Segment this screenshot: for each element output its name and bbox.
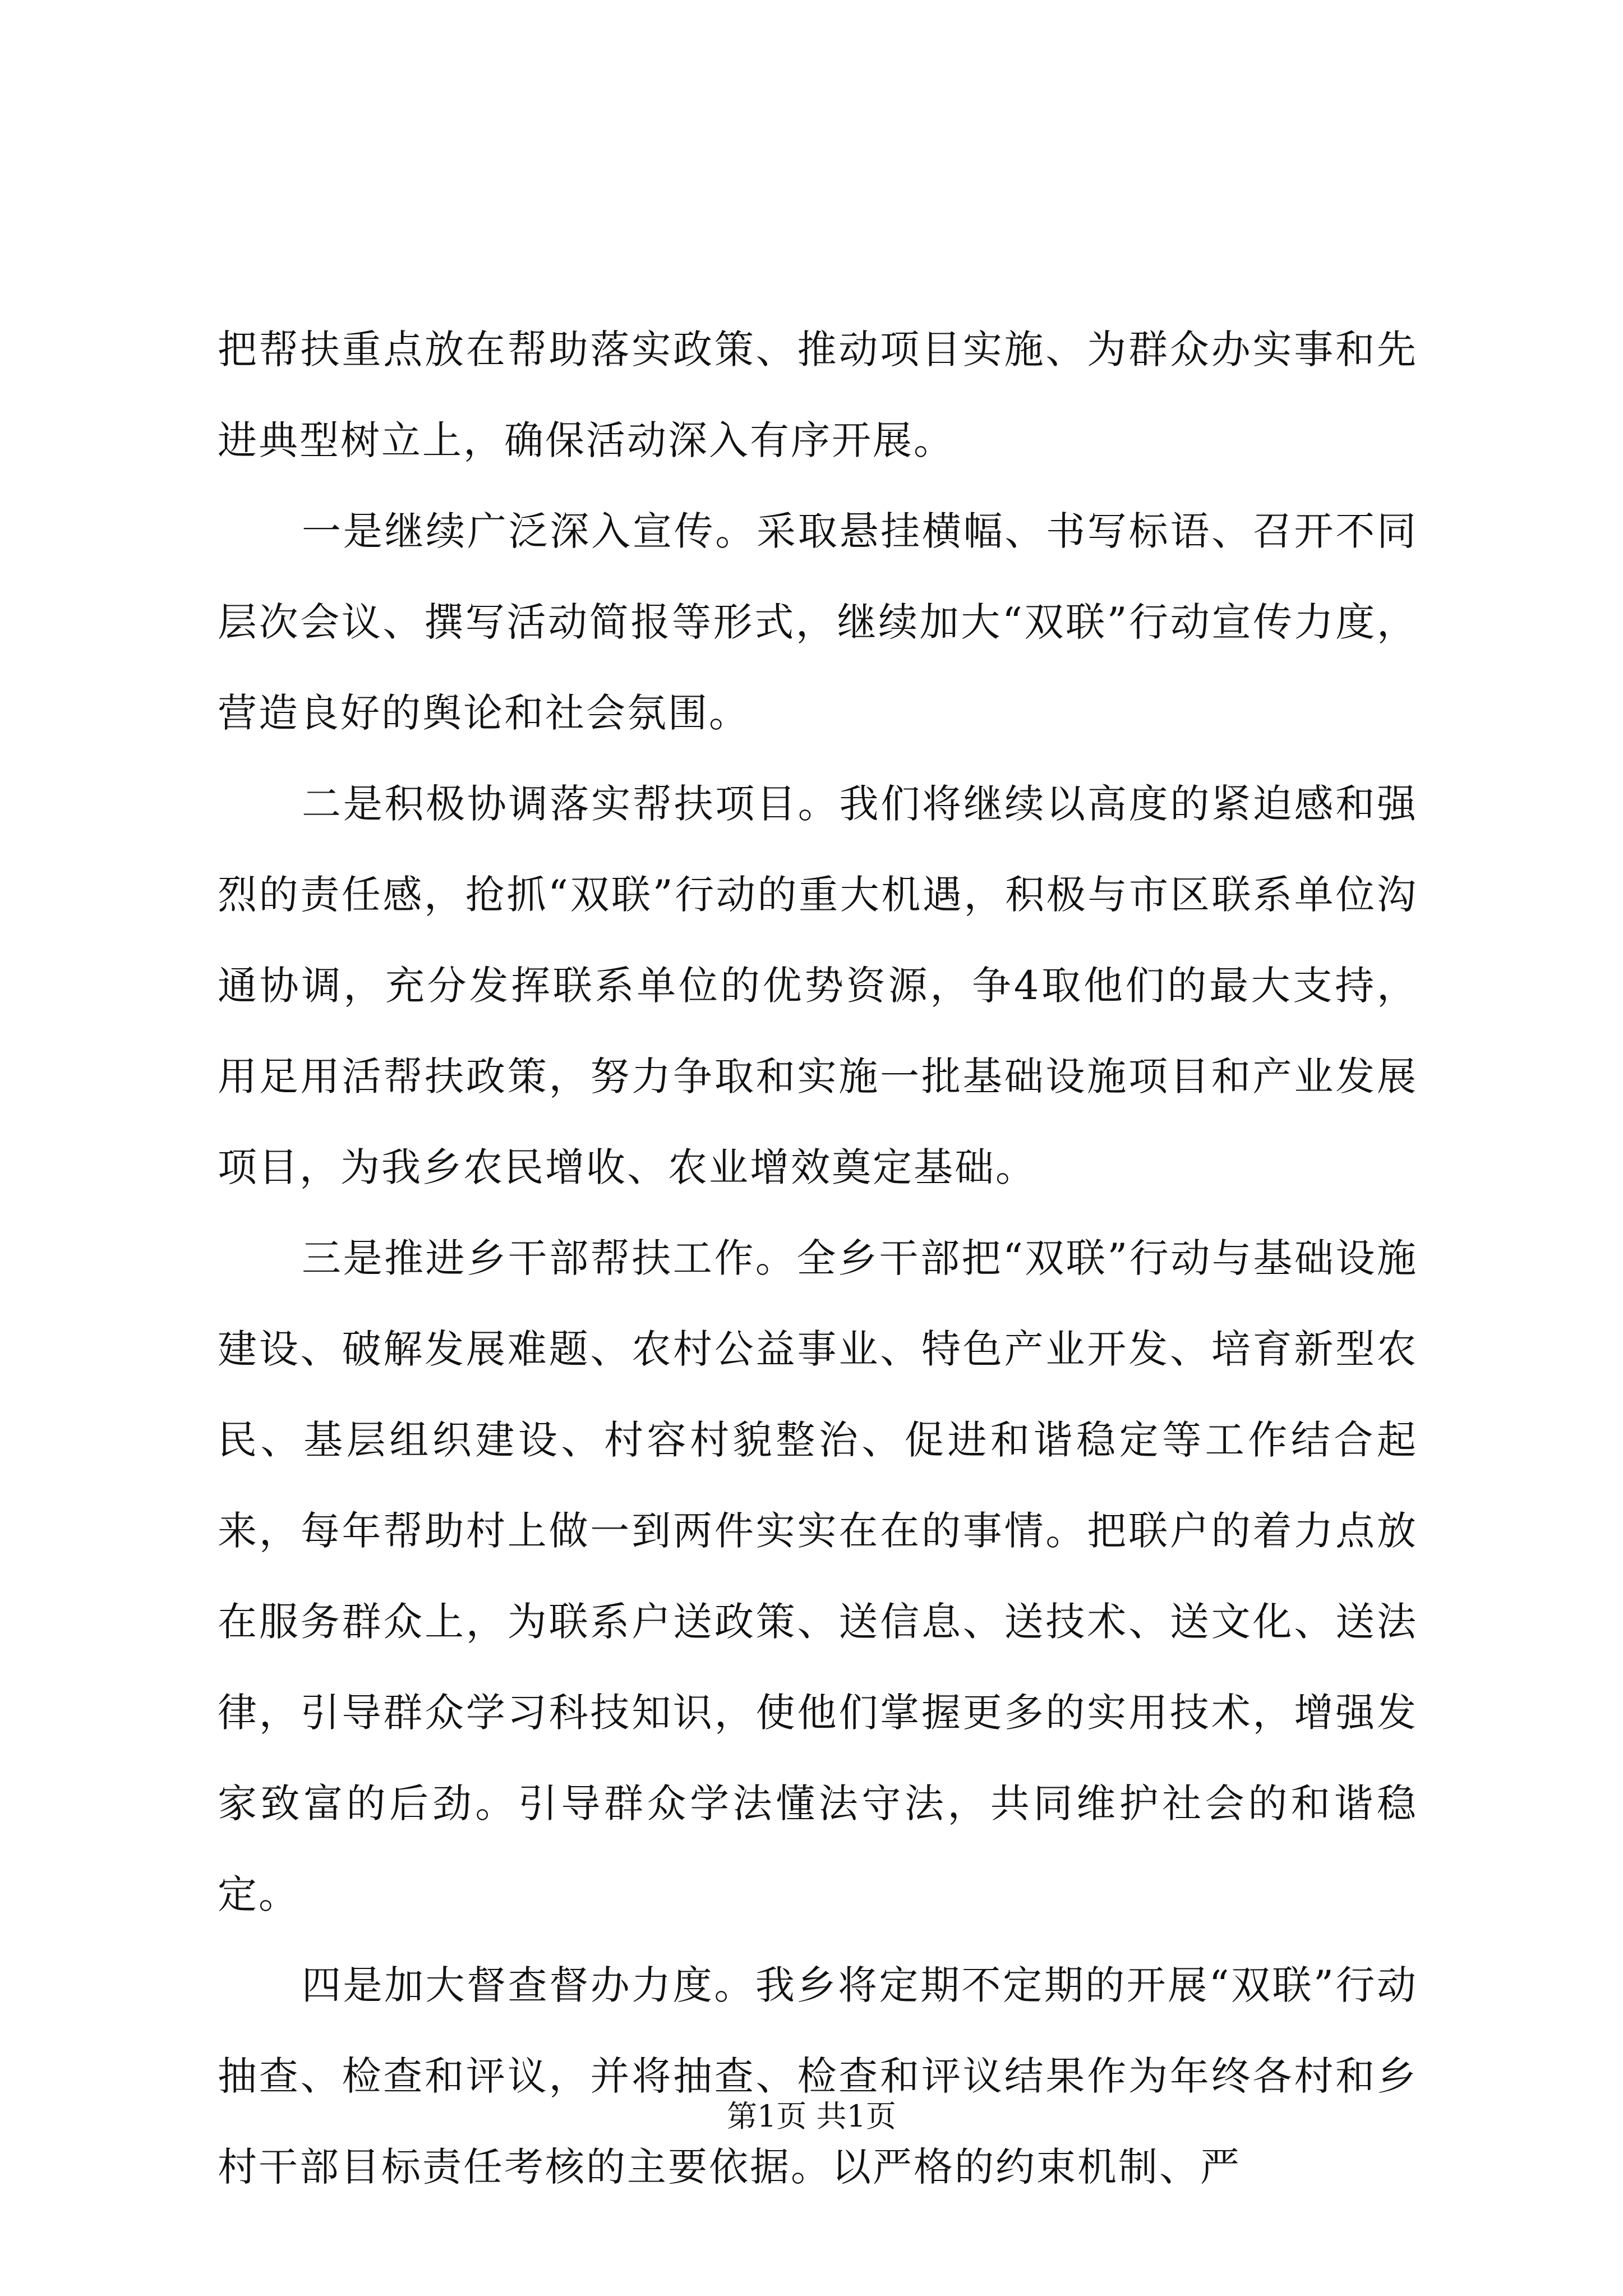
paragraph-supervision: 四是加大督查督办力度。我乡将定期不定期的开展“双联”行动抽查、检查和评议，并将抽查、检查和评议结果作为年终各村和乡村干部目标责任考核的主要依据。以严格的约束机制、严 <box>218 1962 1418 2190</box>
paragraph-publicity: 一是继续广泛深入宣传。采取悬挂横幅、书写标语、召开不同层次会议、撰写活动简报等形式，继续加大“双联”行动宣传力度，营造良好的舆论和社会氛围。 <box>218 508 1418 736</box>
paragraph-continuation: 把帮扶重点放在帮助落实政策、推动项目实施、为群众办实事和先进典型树立上，确保活动深入有序开展。 <box>218 326 1418 463</box>
document-body <box>218 304 1418 2212</box>
page-footer: 第1页 共1页 <box>727 2099 896 2134</box>
paragraph-projects: 二是积极协调落实帮扶项目。我们将继续以高度的紧迫感和强烈的责任感，抢抓“双联”行动的重大机遇，积极与市区联系单位沟通协调，充分发挥联系单位的优势资源，争4取他们的最大支持，用足用活帮扶政策，努力争取和实施一批基础设施项目和产业发展项目，为我乡农民增收、农业增效奠定基础。 <box>218 781 1418 1190</box>
paragraph-cadre-assistance: 三是推进乡干部帮扶工作。全乡干部把“双联”行动与基础设施建设、破解发展难题、农村公益事业、特色产业开发、培育新型农民、基层组织建设、村容村貌整治、促进和谐稳定等工作结合起来，每年帮助村上做一到两件实实在在的事情。把联户的着力点放在服务群众上，为联系户送政策、送信息、送技术、送文化、送法律，引导群众学习科技知识，使他们掌握更多的实用技术，增强发家致富的后劲。引导群众学法懂法守法，共同维护社会的和谐稳定。 <box>218 1235 1418 1917</box>
